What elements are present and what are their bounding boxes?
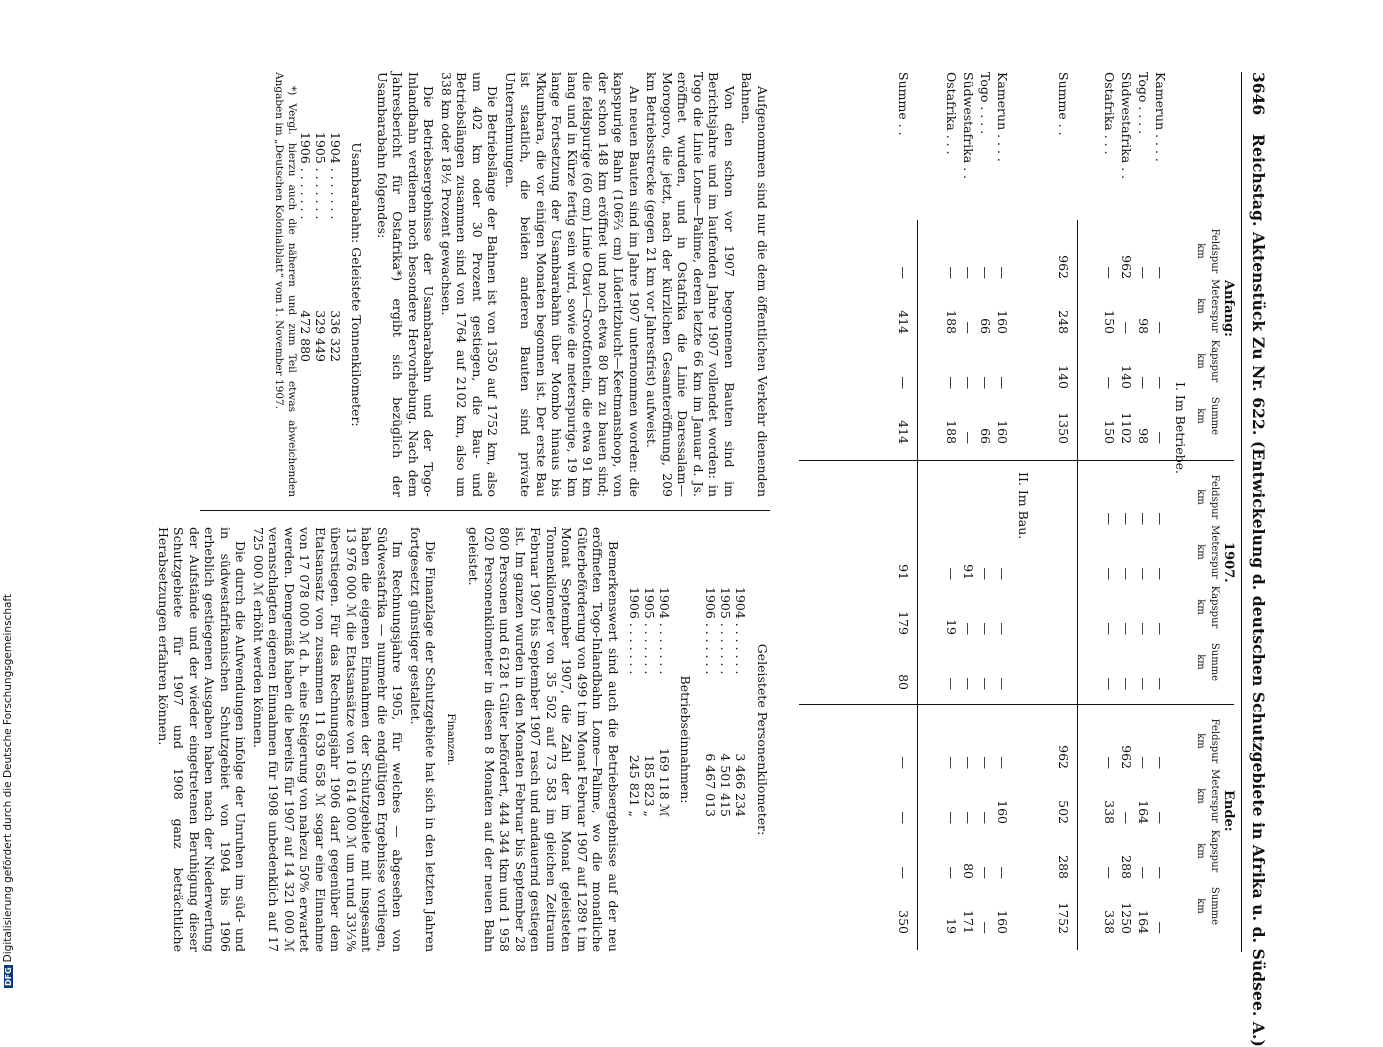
table-cell: — [1136, 266, 1151, 279]
table-cell: — [961, 431, 976, 444]
pkm-row [719, 527, 734, 952]
tkm-row [328, 72, 343, 497]
paragraph: Von den schon vor 1907 begonnenen Bauten sind im Berichtsjahre und im laufenden Jahre 1907 vollendet worden: in Togo die Linie Lome—Palime, deren letzte 66 km im Januar d. Js. eröffnet wurden, und in Ostafrika die Linie Daressalam—Morogoro, die jetzt, nach der kürzlichen Gesamteröffnung, 209 km Betriebsstrecke (gegen 21 km vor Jahresfrist) aufweist. [644, 72, 737, 497]
table-cell: 98 [1136, 428, 1151, 444]
row-label: Südwestafrika . . [1119, 72, 1134, 180]
column-header: Kapspur [1209, 829, 1220, 873]
table-cell: 188 [944, 310, 959, 334]
table-cell: 140 [1056, 365, 1071, 389]
year: 1904 . . . . . . . [657, 587, 672, 675]
table-cell: — [978, 677, 993, 690]
sum-row [896, 72, 911, 952]
tkm-row [313, 72, 328, 497]
table-cell: 338 [1102, 910, 1117, 934]
table-cell: 140 [1119, 365, 1134, 389]
year: 1904 . . . . . . . [733, 587, 749, 675]
table-cell: 160 [995, 310, 1010, 334]
table-row [995, 72, 1010, 952]
year: 1906 . . . . . . . [298, 132, 313, 220]
table-cell: — [1102, 866, 1117, 879]
table-cell: — [978, 567, 993, 580]
running-header [1241, 72, 1270, 1047]
column-unit: km [1195, 298, 1206, 314]
row-label: Togo . . . . [1136, 72, 1151, 135]
year: 1904 . . . . . . . [328, 132, 343, 220]
paragraph: Die Betriebsergebnisse der Usambarabahn und der Togo-Inlandbahn verdienen noch besondere Hervorhebung. Nach dem Jahresbericht für Ostafrika*) ergibt sich bezüglich der Usambarabahn folgendes: [375, 72, 437, 497]
value: 336 322 [328, 310, 343, 362]
table-cell: — [978, 266, 993, 279]
table-cell: — [1119, 321, 1134, 334]
left-text-column [195, 72, 770, 497]
table-cell: 288 [1056, 855, 1071, 879]
row-label: Summe . . [896, 72, 911, 136]
table-cell: 80 [896, 674, 911, 690]
credit-text: Digitalisierung gefördert durch die Deutsche Forschungsgemeinschaft [2, 593, 14, 963]
group-1907: 1907. [1221, 542, 1236, 583]
railway-length-table [784, 72, 1236, 952]
table-cell: — [944, 266, 959, 279]
table-cell: — [944, 567, 959, 580]
paragraph: Die durch die Aufwendungen infolge der Unruhen im süd- und in südwestafrikanischen Schutzgebiet von 1904 bis 1906 erheblich gestiegenen Ausgaben haben nach der Niederwerfung der Aufstände und der wieder eingetretenen Beruhigung dieser Schutzgebiete für 1907 und 1908 ganz beträchtliche Herabsetzungen erfahren können. [156, 527, 249, 952]
table-cell: 1350 [1056, 412, 1071, 444]
table-cell: 91 [896, 564, 911, 580]
table-cell: — [978, 866, 993, 879]
year: 1906 . . . . . . . [703, 587, 719, 675]
column-header: Meterspur [1209, 525, 1220, 579]
value: 169 118 ℳ [657, 747, 672, 817]
column-header: Kapspur [1209, 339, 1220, 383]
table-cell: 160 [995, 420, 1010, 444]
printed-sheet [156, 72, 1270, 1047]
table-cell: — [1153, 266, 1168, 279]
revenue-row [657, 527, 672, 952]
table-cell: 414 [896, 310, 911, 334]
table-cell: — [896, 811, 911, 824]
footnote: *) Vergl. hierzu auch die näheren und zum Teil etwas abweichenden Angaben im „Deutschen Kolonialblatt“ vom 1. November 1907. [273, 72, 298, 497]
table-cell: 19 [944, 918, 959, 934]
table-cell: — [1153, 866, 1168, 879]
column-header: Summe [1209, 642, 1220, 682]
table-cell: — [961, 756, 976, 769]
column-unit: km [1195, 654, 1206, 670]
dfg-logo: DFG [4, 967, 13, 986]
tkm-row [298, 72, 313, 497]
table-cell: — [1153, 431, 1168, 444]
table-cell: — [995, 376, 1010, 389]
group-ende: Ende: [1221, 790, 1236, 832]
year: 1905 . . . . . . . [718, 587, 734, 675]
pkm-row [734, 527, 749, 952]
table-cell: 66 [978, 318, 993, 334]
table-row [1102, 72, 1117, 952]
column-divider [799, 704, 1234, 705]
table-cell: 164 [1136, 800, 1151, 824]
column-unit: km [1195, 733, 1206, 749]
table-row [1153, 72, 1168, 952]
table-cell: 179 [896, 611, 911, 635]
sum-rule [1077, 220, 1078, 950]
table-cell: 98 [1136, 318, 1151, 334]
table-cell: — [978, 921, 993, 934]
table-row [1119, 72, 1134, 952]
table-cell: 164 [1136, 910, 1151, 934]
paragraph: Im Rechnungsjahre 1905, für welches — abgesehen von Südwestafrika — nunmehr die endgültigen Ergebnisse vorliegen, haben die eigenen Einnahmen der Schutzgebiete mit insgesamt 13 976 000 ℳ die Etatsansätze von 10 614 000 ℳ um rund 33⅓% überstiegen. Für das Rechnungsjahr 1906 darf gegenüber dem Etatsansatz von zusammen 11 639 658 ℳ sogar eine Einnahme von 17 078 000 ℳ d. h. eine Steigerung von nahezu 50% erwartet werden. Demgemäß haben die bereits für 1907 auf 14 321 000 ℳ veranschlagten eigenen Einnahmen für 1908 unbedenklich auf 17 725 000 ℳ erhöht werden können. [251, 527, 406, 952]
pkm-row [704, 527, 719, 952]
column-unit: km [1195, 788, 1206, 804]
table-row [1136, 72, 1151, 952]
usambara-heading: Usambarabahn: Geleistete Tonnenkilometer: [349, 142, 365, 427]
column-unit: km [1195, 843, 1206, 859]
row-label: Ostafrika . . . [944, 72, 959, 155]
year: 1906 . . . . . . . [627, 587, 642, 675]
table-cell: 66 [978, 428, 993, 444]
paragraph: Bemerkenswert sind auch die Betriebsergebnisse auf der neu eröffneten Togo-Inlandbahn Lome—Palime, wo die monatliche Güterbeförderung von 499 t im Monat Februar 1907 auf 1289 t im Monat September 1907, die Zahl der im Monat geleisteten Tonnenkilometer von 35 502 auf 73 583 im gleichen Zeitraum Februar 1907 bis September 1907 rasch und andauernd gestiegen ist. Im ganzen wurden in den Monaten Februar bis September 28 800 Personen und 6128 t Güter befördert, 444 344 tkm und 1 958 020 Personenkilometer in diesen 8 Monaten auf der neuen Bahn geleistet. [466, 527, 621, 952]
column-unit: km [1195, 353, 1206, 369]
paragraph: Die Betriebslänge der Bahnen ist von 1350 auf 1752 km, also um 402 km oder 30 Prozent gestiegen, die Bau- und Betriebslängen zusammen sind von 1764 auf 2102 km, also um 338 km oder 18½ Prozent gewachsen. [439, 72, 501, 497]
column-unit: km [1195, 599, 1206, 615]
table-cell: 962 [1056, 255, 1071, 279]
table-cell: 248 [1056, 310, 1071, 334]
table-cell: — [1102, 376, 1117, 389]
table-cell: 188 [944, 420, 959, 444]
table-cell: — [1153, 811, 1168, 824]
table-cell: 962 [1119, 255, 1134, 279]
table-cell: — [1102, 512, 1117, 525]
right-text-column [156, 527, 770, 952]
table-cell: — [896, 866, 911, 879]
table-cell: 414 [896, 420, 911, 444]
column-header: Kapspur [1209, 585, 1220, 629]
table-row [961, 72, 976, 952]
value: 245 821 „ [627, 754, 642, 817]
table-cell: — [978, 811, 993, 824]
table-cell: 1250 [1119, 902, 1134, 934]
table-cell: — [1153, 321, 1168, 334]
table-cell: 1752 [1056, 902, 1071, 934]
table-cell: — [1119, 567, 1134, 580]
table-cell: — [1119, 677, 1134, 690]
section-bau: II. Im Bau. [1016, 472, 1031, 540]
sum-rule [917, 220, 918, 950]
table-cell: — [1102, 567, 1117, 580]
table-cell: — [1102, 756, 1117, 769]
table-cell: — [995, 567, 1010, 580]
table-cell: — [1153, 921, 1168, 934]
pkm-heading: Geleistete Personenkilometer: [755, 643, 770, 836]
table-cell: — [1153, 756, 1168, 769]
value: 3 466 234 [733, 753, 749, 817]
value: 185 823 „ [642, 754, 657, 817]
table-cell: — [944, 866, 959, 879]
table-cell: — [995, 677, 1010, 690]
table-cell: — [1102, 622, 1117, 635]
paragraph: Aufgenommen sind nur die dem öffentlichen Verkehr dienenden Bahnen. [739, 72, 770, 497]
column-header: Meterspur [1209, 769, 1220, 823]
column-header: Meterspur [1209, 279, 1220, 333]
table-cell: — [944, 376, 959, 389]
table-cell: — [1136, 376, 1151, 389]
table-row [978, 72, 993, 952]
digitization-credit [2, 593, 18, 988]
table-cell: 962 [1119, 745, 1134, 769]
sum-row [1056, 72, 1071, 952]
column-header: Summe [1209, 886, 1220, 926]
table-cell: 502 [1056, 800, 1071, 824]
table-cell: — [944, 756, 959, 769]
table-cell: — [995, 266, 1010, 279]
column-header: Feldspur [1209, 474, 1220, 520]
table-cell: — [1119, 512, 1134, 525]
table-cell: 80 [961, 863, 976, 879]
table-cell: 150 [1102, 310, 1117, 334]
column-separator [200, 510, 770, 511]
table-cell: — [1119, 622, 1134, 635]
table-cell: — [896, 376, 911, 389]
section-betrieb: I. Im Betriebe. [1173, 382, 1188, 474]
table-cell: — [1102, 266, 1117, 279]
table-cell: — [896, 266, 911, 279]
table-cell: 1102 [1119, 412, 1134, 444]
table-cell: — [961, 321, 976, 334]
row-label: Kamerun . . . . [1153, 72, 1168, 162]
table-cell: — [978, 622, 993, 635]
column-unit: km [1195, 898, 1206, 914]
table-cell: 150 [1102, 420, 1117, 444]
table-cell: — [995, 756, 1010, 769]
table-cell: — [944, 811, 959, 824]
column-divider [799, 460, 1234, 461]
table-cell: 171 [961, 910, 976, 934]
table-cell: 19 [944, 619, 959, 635]
table-cell: 91 [961, 564, 976, 580]
table-cell: 288 [1119, 855, 1134, 879]
table-cell: — [1136, 622, 1151, 635]
table-cell: 160 [995, 910, 1010, 934]
column-unit: km [1195, 489, 1206, 505]
table-cell: — [995, 622, 1010, 635]
table-cell: — [1153, 512, 1168, 525]
paragraph: An neuen Bauten sind im Jahre 1907 unternommen worden: die kapspurige Bahn (106⅔ cm) Lüderitzbucht—Keetmanshoop, von der schon 148 km eröffnet und noch etwa 80 km zu bauen sind; die feldspurige (60 cm) Linie Otavi—Grootfontein, die etwa 91 km lang und in Kürze fertig sein wird, sowie die meterspurige, 19 km lange Fortsetzung der Usambarabahn über Mombo hinaus bis Mkumbara, die vor einigen Monaten begonnen ist. Der erste Bau ist staatlich, die beiden anderen Bauten sind private Unternehmungen. [503, 72, 642, 497]
revenue-row [642, 527, 657, 952]
table-cell: — [961, 622, 976, 635]
page-title: Reichstag. Aktenstück Zu Nr. 622. (Entwickelung d. deutschen Schutzgebiete in Afrika u. d. Südsee. A.) [1249, 134, 1268, 1047]
finance-heading: Finanzen. [445, 713, 457, 766]
table-cell: — [1136, 567, 1151, 580]
table-cell: — [1119, 811, 1134, 824]
value: 6 467 013 [703, 753, 719, 817]
value: 4 501 415 [718, 753, 734, 817]
table-cell: — [1153, 567, 1168, 580]
table-cell: — [978, 376, 993, 389]
table-cell: 160 [995, 800, 1010, 824]
group-anfang: Anfang: [1221, 280, 1236, 337]
table-cell: — [944, 677, 959, 690]
column-header: Feldspur [1209, 228, 1220, 274]
column-header: Summe [1209, 396, 1220, 436]
table-cell: — [1153, 622, 1168, 635]
table-cell: 962 [1056, 745, 1071, 769]
column-header: Feldspur [1209, 718, 1220, 764]
table-cell: — [995, 866, 1010, 879]
table-cell: — [961, 266, 976, 279]
row-label: Südwestafrika . . [961, 72, 976, 180]
column-unit: km [1195, 243, 1206, 259]
row-label: Summe . . [1056, 72, 1071, 136]
value: 472 880 [298, 310, 313, 362]
table-cell: — [1153, 376, 1168, 389]
value: 329 449 [313, 310, 328, 362]
table-cell: 338 [1102, 800, 1117, 824]
table-cell: — [1136, 866, 1151, 879]
column-unit: km [1195, 408, 1206, 424]
row-label: Ostafrika . . . [1102, 72, 1117, 155]
table-cell: — [961, 677, 976, 690]
table-cell: — [1136, 512, 1151, 525]
table-row [944, 72, 959, 952]
revenue-heading: Betriebseinnahmen: [678, 675, 694, 804]
year: 1905 . . . . . . . [313, 132, 328, 220]
table-cell: — [978, 756, 993, 769]
table-cell: 350 [896, 910, 911, 934]
page-number: 3646 [1249, 72, 1268, 116]
table-cell: — [1136, 677, 1151, 690]
row-label: Togo . . . . [978, 72, 993, 135]
table-cell: — [1153, 677, 1168, 690]
table-cell: — [1102, 677, 1117, 690]
paragraph: Die Finanzlage der Schutzgebiete hat sich in den letzten Jahren fortgesetzt günstiger gestaltet. [408, 527, 439, 952]
row-label: Kamerun . . . . [995, 72, 1010, 162]
revenue-row [627, 527, 642, 952]
table-cell: — [961, 376, 976, 389]
column-unit: km [1195, 544, 1206, 560]
table-cell: — [1136, 756, 1151, 769]
table-cell: — [896, 756, 911, 769]
table-cell: — [961, 811, 976, 824]
year: 1905 . . . . . . . [642, 587, 657, 675]
